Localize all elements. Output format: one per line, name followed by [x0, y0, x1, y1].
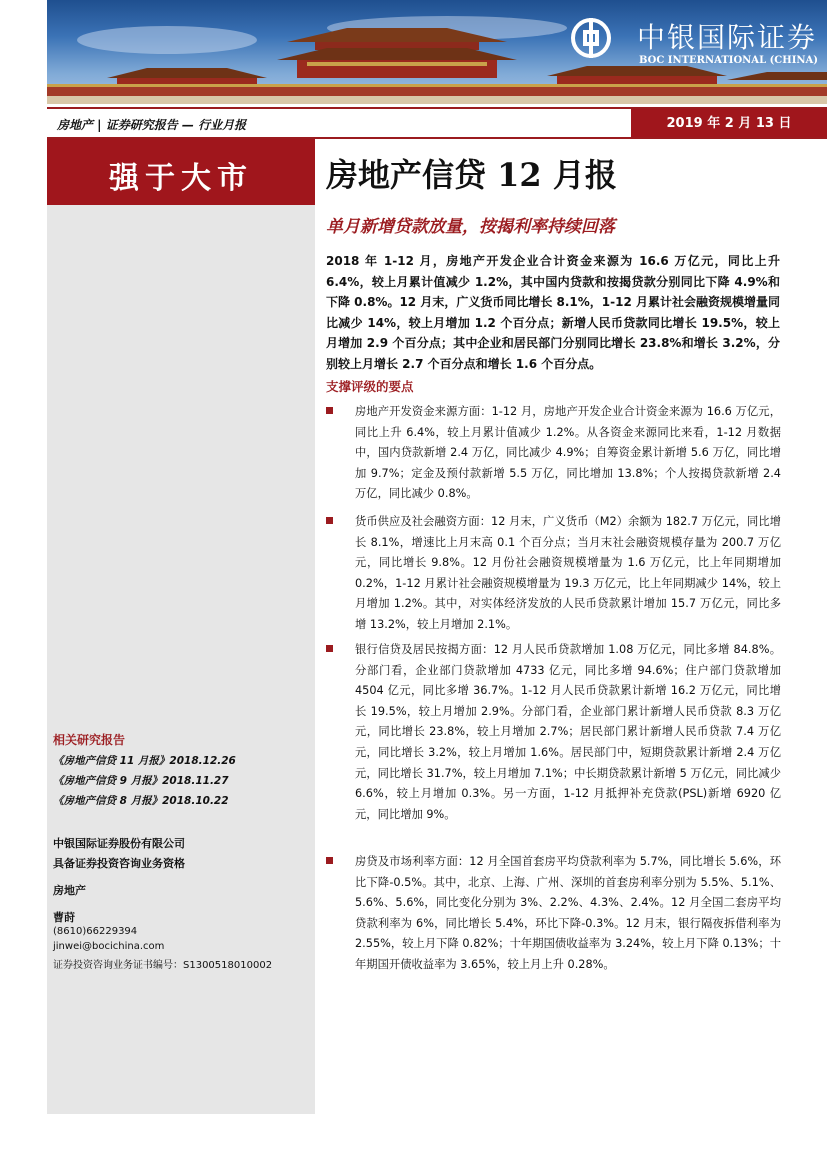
summary-paragraph: 2018 年 1-12 月，房地产开发企业合计资金来源为 16.6 万亿元，同比上升 6.4%，较上月累计值减少 1.2%，其中国内贷款和按揭贷款分别同比下降 4.9%和下降 0.8%。12 月末，广义货币同比增长 8.1%，1-12 月累计社会融资规模增量同比减少 14%，较上月增加 1.2 个百分点；新增人民币贷款同比增长 19.5%，较上月增加 2.9 个百分点；其中企业和居民部门分别同比增长 23.8%和增长 3.2%，分别较上月增长 2.7 个百分点和增长 1.6 个百分点。 — [326, 254, 781, 371]
rating-text: 强于大市 — [109, 161, 253, 196]
analyst-phone: (8610)66229394 — [53, 926, 138, 937]
bullet-square-icon — [326, 857, 333, 864]
company-qualification: 具备证券投资咨询业务资格 — [53, 857, 185, 870]
company-name: 中银国际证券股份有限公司 — [53, 837, 185, 850]
analyst-email[interactable]: jinwei@bocichina.com — [53, 941, 165, 952]
key-point-item — [326, 852, 781, 976]
boc-logo-icon — [571, 18, 611, 58]
rating-badge — [47, 139, 315, 205]
key-point-text: 银行信贷及居民按揭方面：12 月人民币贷款增加 1.08 万亿元，同比多增 84.8%。分部门看，企业部门贷款增加 4733 亿元，同比多增 94.6%；住户部门贷款增加 4504 亿元，同比多增 36.7%。1-12 月人民币贷款累计新增 16.2 万亿元，同比增长 19.5%，较上月增加 2.9%。分部门看，企业部门累计新增人民币贷款 8.3 万亿元，同比增长 23.8%，较上月增加 2.7%；居民部门累计新增人民币贷款 7.4 万亿元，同比增长 3.2%，较上月增加 1.6%。居民部门中，短期贷款累计新增 2.4 万亿元，同比增长 31.7%，较上月增加 7.1%；中长期贷款累计新增 5 万亿元，同比减少 6.6%，较上月增加 0.3%。另一方面，1-12 月抵押补充贷款(PSL)新增 6920 亿元，同比增加 9%。 — [355, 643, 781, 821]
bullet-square-icon — [326, 645, 333, 652]
key-point-item — [326, 402, 781, 505]
brand-name-en: BOC INTERNATIONAL (CHINA) — [639, 55, 819, 66]
header-banner — [47, 0, 827, 104]
bullet-square-icon — [326, 517, 333, 524]
key-point-item — [326, 512, 781, 636]
key-points-title: 支撑评级的要点 — [326, 379, 414, 394]
related-reports-title: 相关研究报告 — [53, 733, 126, 747]
key-point-text: 房地产开发资金来源方面：1-12 月，房地产开发企业合计资金来源为 16.6 万亿元，同比上升 6.4%，较上月累计值减少 1.2%。从各资金来源同比来看，1-12 月数据中，国内贷款新增 2.4 万亿，同比减少 4.9%；自筹资金累计新增 5.6 万亿，同比增加 9.7%；定金及预付款新增 5.5 万亿，同比增加 13.8%；个人按揭贷款新增 2.4 万亿，同比减少 0.8%。 — [355, 405, 781, 501]
sidebar — [47, 139, 315, 1114]
report-info-strip — [47, 107, 827, 139]
analyst-certificate: 证券投资咨询业务证书编号：S1300518010002 — [53, 960, 273, 971]
related-report-link[interactable]: 《房地产信贷 9 月报》2018.11.27 — [53, 775, 229, 787]
key-point-item — [326, 640, 781, 825]
report-subtitle: 单月新增贷款放量，按揭利率持续回落 — [326, 217, 615, 237]
key-point-text: 货币供应及社会融资方面：12 月末，广义货币（M2）余额为 182.7 万亿元，同比增长 8.1%，增速比上月末高 0.1 个百分点；当月末社会融资规模存量为 200.7 万亿元，同比增长 9.8%。12 月份社会融资规模增量为 1.6 万亿元，比上年同期增加 0.2%，1-12 月累计社会融资规模增量为 19.3 万亿元，比上年同期减少 14%，较上月增加 1.2%。其中，对实体经济发放的人民币贷款累计增加 15.7 万亿元，同比多增 13.2%，较上月增加 2.1%。 — [355, 515, 781, 631]
report-title: 房地产信贷 12 月报 — [326, 156, 617, 194]
analyst-name: 曹莳 — [53, 911, 75, 924]
sector-label: 房地产 — [53, 884, 86, 897]
report-date: 2019 年 2 月 13 日 — [631, 109, 827, 139]
related-report-link[interactable]: 《房地产信贷 11 月报》2018.12.26 — [53, 755, 236, 767]
brand-name-cn: 中银国际证券 — [637, 21, 818, 54]
related-report-link[interactable]: 《房地产信贷 8 月报》2018.10.22 — [53, 795, 229, 807]
bullet-square-icon — [326, 407, 333, 414]
key-point-text: 房贷及市场利率方面：12 月全国首套房平均贷款利率为 5.7%，同比增长 5.6%，环比下降-0.5%。其中，北京、上海、广州、深圳的首套房利率分别为 5.5%、5.1%、5.6%、5.6%，同比变化分别为 3%、2.2%、4.3%、2.4%。12 月全国二套房平均贷款利率为 6%，同比增长 5.4%，环比下降-0.3%。12 月末，银行隔夜拆借利率为 2.55%，较上月下降 0.82%；十年期国债收益率为 3.24%，较上月下降 0.13%；十年期国开债收益率为 3.65%，较上月上升 0.28%。 — [355, 855, 781, 971]
report-category: 房地产 | 证券研究报告 — 行业月报 — [57, 118, 247, 132]
